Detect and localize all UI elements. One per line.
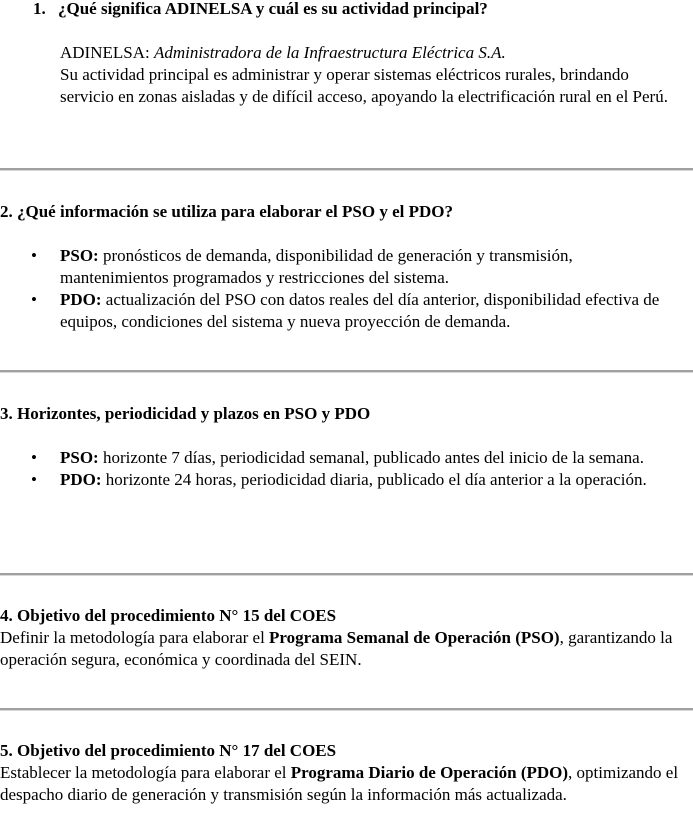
section-3 bbox=[0, 403, 693, 491]
section-1 bbox=[0, 0, 693, 108]
program-name: Programa Semanal de Operación (PSO) bbox=[269, 628, 560, 647]
section-2 bbox=[0, 201, 693, 333]
answer-text-before: Establecer la metodología para elaborar el bbox=[0, 763, 291, 782]
question-3-list bbox=[0, 447, 693, 491]
section-4 bbox=[0, 605, 693, 671]
question-4-title: 4. Objetivo del procedimiento N° 15 del COES bbox=[0, 606, 337, 625]
item-term: PSO: bbox=[60, 246, 99, 265]
activity-text: Su actividad principal es administrar y operar sistemas eléctricos rurales, brindando servicio en zonas aisladas y de difícil acceso, apoyando la electrificación rural en el Perú. bbox=[60, 65, 668, 106]
answer-text-before: Definir la metodología para elaborar el bbox=[0, 628, 270, 647]
item-text: actualización del PSO con datos reales del día anterior, disponibilidad efectiva de equipos, condiciones del sistema y nueva proyección de demanda. bbox=[60, 290, 660, 331]
section-5 bbox=[0, 740, 693, 806]
item-text: horizonte 24 horas, periodicidad diaria, publicado el día anterior a la operación. bbox=[101, 470, 647, 489]
question-5-title: 5. Objetivo del procedimiento N° 17 del COES bbox=[0, 741, 337, 760]
program-name: Programa Diario de Operación (PDO) bbox=[290, 763, 569, 782]
list-item bbox=[0, 289, 693, 333]
bullet: • bbox=[31, 290, 37, 309]
question-3-title: 3. Horizontes, periodicidad y plazos en PSO y PDO bbox=[0, 404, 371, 423]
acronym-meaning: Administradora de la Infraestructura Eléctrica S.A. bbox=[153, 43, 506, 62]
question-5-answer bbox=[0, 762, 693, 806]
acronym-line bbox=[60, 42, 673, 64]
divider-2 bbox=[0, 370, 693, 373]
bullet: • bbox=[31, 246, 37, 265]
list-item bbox=[0, 245, 693, 289]
acronym-label: ADINELSA: bbox=[60, 43, 154, 62]
divider-4 bbox=[0, 708, 693, 711]
item-text: horizonte 7 días, periodicidad semanal, publicado antes del inicio de la semana. bbox=[98, 448, 644, 467]
question-2-title: 2. ¿Qué información se utiliza para elaborar el PSO y el PDO? bbox=[0, 202, 453, 221]
answer-text-after: , garantizando la operación segura, económica y coordinada del SEIN. bbox=[0, 628, 673, 669]
divider-1 bbox=[0, 168, 693, 171]
bullet: • bbox=[31, 470, 37, 489]
question-1-number: 1. bbox=[33, 0, 46, 18]
divider-3 bbox=[0, 573, 693, 576]
item-term: PSO: bbox=[60, 448, 99, 467]
item-term: PDO: bbox=[60, 470, 102, 489]
item-term: PDO: bbox=[60, 290, 102, 309]
question-1-title-text: ¿Qué significa ADINELSA y cuál es su actividad principal? bbox=[58, 0, 488, 18]
question-4-answer bbox=[0, 627, 693, 671]
question-1-answer bbox=[0, 42, 693, 108]
question-1-title bbox=[0, 0, 693, 20]
list-item bbox=[0, 469, 693, 491]
bullet: • bbox=[31, 448, 37, 467]
list-item bbox=[0, 447, 693, 469]
answer-text-after: , optimizando el despacho diario de generación y transmisión según la información más actualizada. bbox=[0, 763, 679, 804]
question-2-list bbox=[0, 245, 693, 333]
item-text: pronósticos de demanda, disponibilidad de generación y transmisión, mantenimientos programados y restricciones del sistema. bbox=[60, 246, 573, 287]
